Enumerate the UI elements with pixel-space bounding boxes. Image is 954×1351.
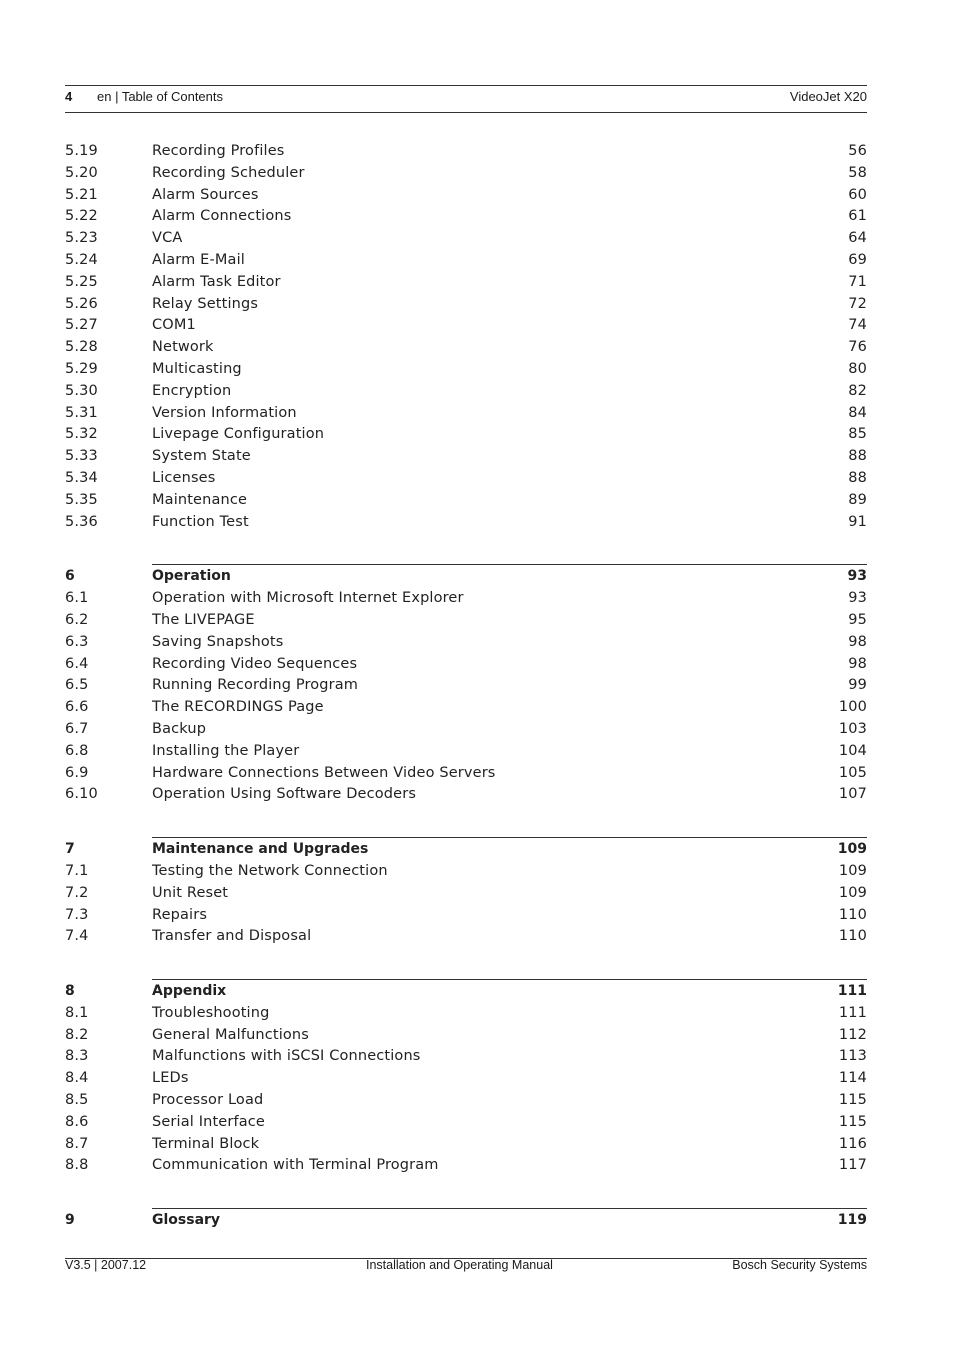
toc-entry-number: 8 bbox=[65, 983, 75, 1000]
toc-entry-page: 98 bbox=[848, 633, 867, 650]
toc-entry-row[interactable] bbox=[65, 446, 867, 468]
toc-entry-page: 115 bbox=[838, 1092, 867, 1109]
toc-entry-title: Alarm E-Mail bbox=[152, 251, 245, 268]
toc-entry-number: 6.6 bbox=[65, 699, 89, 716]
toc-entry-page: 58 bbox=[848, 164, 867, 181]
toc-entry-title: Multicasting bbox=[152, 360, 242, 377]
toc-entry-title: Alarm Task Editor bbox=[152, 273, 281, 290]
toc-entry-page: 74 bbox=[848, 317, 867, 334]
toc-entry-title: LEDs bbox=[152, 1070, 189, 1087]
toc-chapter-row[interactable] bbox=[65, 839, 867, 861]
toc-entry-title: Unit Reset bbox=[152, 884, 229, 901]
toc-entry-page: 111 bbox=[838, 1004, 867, 1021]
toc-entry-title: Alarm Connections bbox=[152, 208, 292, 225]
toc-entry-row[interactable] bbox=[65, 1155, 867, 1177]
toc-entry-number: 5.31 bbox=[65, 404, 98, 421]
toc-entry-page: 93 bbox=[847, 568, 867, 585]
toc-entry-number: 5.20 bbox=[65, 164, 98, 181]
toc-entry-row[interactable] bbox=[65, 1134, 867, 1156]
toc-entry-number: 5.29 bbox=[65, 360, 98, 377]
toc-entry-page: 64 bbox=[848, 230, 867, 247]
toc-entry-number: 8.6 bbox=[65, 1113, 89, 1130]
header-product-name: VideoJet X20 bbox=[789, 89, 867, 104]
toc-entry-row[interactable] bbox=[65, 315, 867, 337]
header-top-rule bbox=[65, 85, 867, 86]
toc-chapter-section bbox=[65, 979, 867, 1177]
toc-entry-row[interactable] bbox=[65, 141, 867, 163]
toc-entry-page: 117 bbox=[838, 1157, 867, 1174]
toc-entry-page: 88 bbox=[848, 448, 867, 465]
toc-entry-title: Saving Snapshots bbox=[152, 633, 284, 650]
toc-entry-row[interactable] bbox=[65, 228, 867, 250]
toc-entry-title: Serial Interface bbox=[152, 1113, 265, 1130]
toc-entry-number: 5.35 bbox=[65, 491, 98, 508]
toc-entry-title: Troubleshooting bbox=[152, 1004, 270, 1021]
toc-entry-number: 7.4 bbox=[65, 928, 89, 945]
toc-entry-number: 8.5 bbox=[65, 1092, 89, 1109]
toc-entry-row[interactable] bbox=[65, 1046, 867, 1068]
toc-entry-title: Testing the Network Connection bbox=[152, 862, 388, 879]
toc-entry-page: 104 bbox=[838, 742, 867, 759]
toc-entry-title: COM1 bbox=[152, 317, 196, 334]
toc-entry-number: 8.1 bbox=[65, 1004, 89, 1021]
toc-entry-row[interactable] bbox=[65, 719, 867, 741]
toc-entry-title: General Malfunctions bbox=[152, 1026, 309, 1043]
toc-entry-number: 6.9 bbox=[65, 764, 89, 781]
toc-entry-row[interactable] bbox=[65, 1068, 867, 1090]
toc-entry-page: 80 bbox=[848, 360, 867, 377]
toc-entry-page: 103 bbox=[838, 720, 867, 737]
toc-entry-row[interactable] bbox=[65, 381, 867, 403]
toc-entry-title: Installing the Player bbox=[152, 742, 300, 759]
toc-section bbox=[65, 141, 867, 533]
toc-entry-title: The RECORDINGS Page bbox=[152, 699, 324, 716]
toc-entry-page: 109 bbox=[838, 862, 867, 879]
toc-entry-page: 119 bbox=[837, 1212, 867, 1229]
toc-entry-page: 115 bbox=[838, 1113, 867, 1130]
toc-entry-page: 110 bbox=[838, 928, 867, 945]
toc-entry-title: Recording Profiles bbox=[152, 143, 285, 159]
header-bottom-rule bbox=[65, 112, 867, 113]
toc-entry-number: 5.33 bbox=[65, 448, 98, 465]
toc-entry-row[interactable] bbox=[65, 468, 867, 490]
toc-entry-number: 6.4 bbox=[65, 655, 89, 672]
toc-entry-row[interactable] bbox=[65, 675, 867, 697]
toc-entry-number: 8.7 bbox=[65, 1135, 89, 1152]
toc-entry-row[interactable] bbox=[65, 861, 867, 883]
toc-entry-row[interactable] bbox=[65, 1112, 867, 1134]
toc-entry-page: 100 bbox=[838, 699, 867, 716]
toc-entry-row[interactable] bbox=[65, 359, 867, 381]
toc-entry-number: 5.25 bbox=[65, 273, 98, 290]
toc-entry-page: 88 bbox=[848, 469, 867, 486]
toc-entry-row[interactable] bbox=[65, 610, 867, 632]
toc-entry-number: 6.3 bbox=[65, 633, 89, 650]
toc-entry-row[interactable] bbox=[65, 272, 867, 294]
toc-entry-title: Function Test bbox=[152, 513, 249, 530]
toc-entry-page: 113 bbox=[838, 1048, 867, 1065]
toc-entry-title: Glossary bbox=[152, 1212, 221, 1229]
toc-entry-number: 8.3 bbox=[65, 1048, 89, 1065]
toc-entry-row[interactable] bbox=[65, 1003, 867, 1025]
toc-entry-number: 5.24 bbox=[65, 251, 98, 268]
toc-entry-number: 5.22 bbox=[65, 208, 98, 225]
toc-entry-page: 110 bbox=[838, 906, 867, 923]
toc-entry-page: 84 bbox=[848, 404, 867, 421]
toc-entry-number: 5.19 bbox=[65, 143, 98, 159]
header-page-number: 4 bbox=[65, 89, 73, 104]
toc-entry-title: Maintenance and Upgrades bbox=[152, 841, 369, 858]
toc-entry-row[interactable] bbox=[65, 185, 867, 207]
toc-entry-row[interactable] bbox=[65, 654, 867, 676]
toc-entry-page: 56 bbox=[848, 143, 867, 159]
toc-entry-number: 5.21 bbox=[65, 186, 98, 203]
toc-chapter-row[interactable] bbox=[65, 981, 867, 1003]
toc-entry-number: 5.34 bbox=[65, 469, 98, 486]
toc-entry-number: 7.3 bbox=[65, 906, 89, 923]
toc-entry-title: Malfunctions with iSCSI Connections bbox=[152, 1048, 421, 1065]
toc-entry-row[interactable] bbox=[65, 763, 867, 785]
toc-entry-title: Processor Load bbox=[152, 1092, 264, 1109]
toc-entry-page: 98 bbox=[848, 655, 867, 672]
toc-entry-number: 5.23 bbox=[65, 230, 98, 247]
toc-entry-number: 6.1 bbox=[65, 590, 89, 607]
toc-entry-title: Backup bbox=[152, 720, 207, 737]
toc-entry-row[interactable] bbox=[65, 206, 867, 228]
toc-entry-page: 111 bbox=[837, 983, 867, 1000]
toc-entry-number: 5.28 bbox=[65, 339, 98, 356]
toc-entry-row[interactable] bbox=[65, 926, 867, 948]
toc-entry-row[interactable] bbox=[65, 741, 867, 763]
toc-entry-number: 8.2 bbox=[65, 1026, 89, 1043]
toc-entry-page: 60 bbox=[848, 186, 867, 203]
toc-entry-row[interactable] bbox=[65, 1090, 867, 1112]
toc-entry-row[interactable] bbox=[65, 424, 867, 446]
footer-version: V3.5 | 2007.12 bbox=[65, 1258, 147, 1272]
toc-entry-row[interactable] bbox=[65, 905, 867, 927]
toc-entry-row[interactable] bbox=[65, 337, 867, 359]
toc-entry-number: 5.36 bbox=[65, 513, 98, 530]
toc-entry-title: Communication with Terminal Program bbox=[152, 1157, 439, 1174]
toc-entry-number: 5.32 bbox=[65, 426, 98, 443]
toc-chapter-row[interactable] bbox=[65, 1210, 867, 1232]
toc-entry-row[interactable] bbox=[65, 632, 867, 654]
toc-chapter-row[interactable] bbox=[65, 566, 867, 588]
toc-entry-page: 93 bbox=[848, 590, 867, 607]
toc-entry-title: Alarm Sources bbox=[152, 186, 259, 203]
toc-entry-title: Maintenance bbox=[152, 491, 248, 508]
footer-company: Bosch Security Systems bbox=[732, 1258, 867, 1272]
toc-entry-row[interactable] bbox=[65, 163, 867, 185]
toc-entry-title: Livepage Configuration bbox=[152, 426, 325, 443]
toc-chapter-section bbox=[65, 837, 867, 948]
toc-entry-page: 82 bbox=[848, 382, 867, 399]
toc-entry-number: 6.5 bbox=[65, 677, 89, 694]
toc-entry-title: Transfer and Disposal bbox=[152, 928, 312, 945]
toc-entry-title: Operation bbox=[152, 568, 231, 585]
toc-entry-number: 9 bbox=[65, 1212, 75, 1229]
toc-entry-number: 6 bbox=[65, 568, 75, 585]
toc-entry-page: 109 bbox=[838, 884, 867, 901]
toc-entry-number: 7 bbox=[65, 841, 75, 858]
toc-entry-page: 114 bbox=[838, 1070, 867, 1087]
toc-entry-row[interactable] bbox=[65, 697, 867, 719]
toc-entry-title: Running Recording Program bbox=[152, 677, 359, 694]
footer-manual-title: Installation and Operating Manual bbox=[366, 1258, 553, 1272]
toc-entry-row[interactable] bbox=[65, 403, 867, 425]
toc-entry-title: Version Information bbox=[152, 404, 297, 421]
toc-entry-title: Relay Settings bbox=[152, 295, 259, 312]
toc-chapter-section bbox=[65, 564, 867, 806]
toc-entry-title: Recording Video Sequences bbox=[152, 655, 358, 672]
toc-entry-row[interactable] bbox=[65, 883, 867, 905]
toc-entry-page: 116 bbox=[838, 1135, 867, 1152]
toc-entry-row[interactable] bbox=[65, 588, 867, 610]
toc-entry-page: 91 bbox=[848, 513, 867, 530]
toc-entry-title: Hardware Connections Between Video Servers bbox=[152, 764, 496, 781]
toc-entry-row[interactable] bbox=[65, 490, 867, 512]
toc-entry-page: 95 bbox=[848, 611, 867, 628]
toc-entry-title: Operation with Microsoft Internet Explorer bbox=[152, 590, 464, 607]
toc-entry-number: 5.30 bbox=[65, 382, 98, 399]
toc-entry-page: 107 bbox=[838, 786, 867, 803]
toc-entry-number: 6.8 bbox=[65, 742, 89, 759]
toc-entry-title: Terminal Block bbox=[152, 1135, 260, 1152]
toc-entry-number: 6.7 bbox=[65, 720, 89, 737]
toc-entry-page: 76 bbox=[848, 339, 867, 356]
toc-entry-number: 7.1 bbox=[65, 862, 89, 879]
toc-entry-row[interactable] bbox=[65, 512, 867, 534]
toc-entry-number: 8.8 bbox=[65, 1157, 89, 1174]
toc-entry-title: VCA bbox=[152, 230, 183, 247]
toc-entry-title: Recording Scheduler bbox=[152, 164, 305, 181]
table-of-contents bbox=[65, 141, 867, 1263]
header-section-title: en | Table of Contents bbox=[97, 89, 224, 104]
toc-entry-title: Encryption bbox=[152, 382, 232, 399]
toc-entry-page: 109 bbox=[837, 841, 867, 858]
toc-entry-page: 89 bbox=[848, 491, 867, 508]
toc-chapter-section bbox=[65, 1208, 867, 1232]
toc-entry-page: 85 bbox=[848, 426, 867, 443]
toc-entry-page: 69 bbox=[848, 251, 867, 268]
toc-entry-number: 5.27 bbox=[65, 317, 98, 334]
toc-entry-number: 6.2 bbox=[65, 611, 89, 628]
toc-entry-title: Repairs bbox=[152, 906, 208, 923]
toc-entry-number: 6.10 bbox=[65, 786, 98, 803]
toc-entry-title: Appendix bbox=[152, 983, 227, 1000]
toc-entry-title: Licenses bbox=[152, 469, 216, 486]
toc-entry-page: 99 bbox=[848, 677, 867, 694]
toc-entry-title: System State bbox=[152, 448, 251, 465]
toc-entry-page: 105 bbox=[838, 764, 867, 781]
toc-entry-row[interactable] bbox=[65, 1025, 867, 1047]
toc-entry-page: 112 bbox=[838, 1026, 867, 1043]
toc-entry-row[interactable] bbox=[65, 294, 867, 316]
toc-entry-title: Network bbox=[152, 339, 214, 356]
toc-entry-row[interactable] bbox=[65, 250, 867, 272]
toc-entry-number: 5.26 bbox=[65, 295, 98, 312]
toc-entry-title: The LIVEPAGE bbox=[152, 611, 255, 628]
toc-entry-title: Operation Using Software Decoders bbox=[152, 786, 417, 803]
toc-entry-page: 72 bbox=[848, 295, 867, 312]
toc-entry-page: 71 bbox=[848, 273, 867, 290]
toc-entry-number: 8.4 bbox=[65, 1070, 89, 1087]
toc-entry-row[interactable] bbox=[65, 784, 867, 806]
toc-entry-page: 61 bbox=[848, 208, 867, 225]
toc-entry-number: 7.2 bbox=[65, 884, 89, 901]
